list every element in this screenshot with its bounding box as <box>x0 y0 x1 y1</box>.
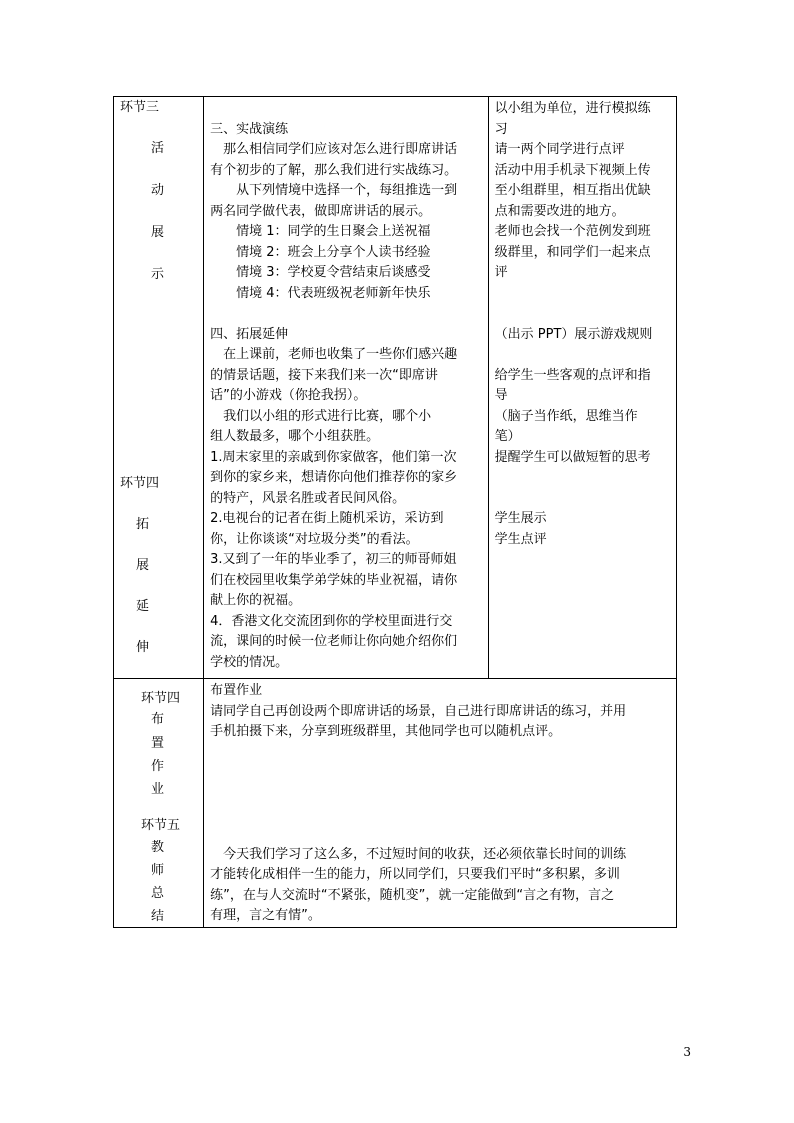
table-row <box>114 97 677 679</box>
homework-stage-label: 环节四 <box>141 691 181 706</box>
content-line: 有个初步的了解，那么我们进行实战练习。 <box>210 162 458 178</box>
topic-line: 流，课间的时候一位老师让你向她介绍你们 <box>210 634 458 649</box>
summary-stage-label: 环节五 <box>141 818 181 833</box>
scenario-line: 情境 3：学校夏令营结束后谈感受 <box>210 265 431 280</box>
summary-stage-char: 教 <box>151 840 165 855</box>
stage4-char: 拓 <box>136 517 150 532</box>
homework-title: 布置作业 <box>210 683 263 698</box>
note-line <box>495 304 676 325</box>
content-line: 两名同学做代表，做即席讲话的展示。 <box>210 203 432 219</box>
homework-summary-cell <box>204 679 677 928</box>
content-line: 的情景话题，接下来我们来一次“即席讲 <box>210 367 438 383</box>
topic-line: 4．香港文化交流团到你的学校里面进行交 <box>210 613 453 629</box>
homework-stage-char: 作 <box>151 759 165 774</box>
stage3-char: 展 <box>151 225 165 240</box>
note-line: 笔） <box>494 429 521 444</box>
note-line: 老师也会找一个范例发到班 <box>494 224 651 239</box>
stage4-char: 延 <box>136 599 150 614</box>
note-line <box>495 284 676 305</box>
note-line: （出示 PPT）展示游戏规则 <box>494 326 653 342</box>
topic-line: 3.又到了一年的毕业季了，初三的师哥师姐 <box>210 552 457 567</box>
stage4-char: 伸 <box>136 640 150 655</box>
scenario-line: 情境 4：代表班级祝老师新年快乐 <box>210 285 431 301</box>
homework-stage-char: 业 <box>151 782 165 797</box>
activity-content-cell <box>204 97 489 679</box>
note-line: 习 <box>494 121 508 137</box>
homework-stage-char: 置 <box>151 736 165 751</box>
note-line: 活动中用手机录下视频上传 <box>494 162 651 178</box>
summary-line: 练”，在与人交流时“不紧张，随机变”，就一定能做到“言之有物，言之 <box>210 887 615 903</box>
content-line: 从下列情境中选择一个，每组推选一到 <box>210 183 458 198</box>
homework-stage-char: 布 <box>151 712 165 727</box>
summary-line: 才能转化成相伴一生的能力，所以同学们，只要我们平时“多积累，多训 <box>210 867 620 882</box>
teacher-notes-cell <box>488 97 676 679</box>
content-line: 在上课前，老师也收集了一些你们感兴趣 <box>210 347 458 362</box>
note-line: 学生点评 <box>494 531 547 547</box>
summary-line: 今天我们学习了这么多，不过短时间的收获，还必须依靠长时间的训练 <box>210 846 627 862</box>
content-line <box>210 99 488 120</box>
note-line: 至小组群里，相互指出优缺 <box>494 183 651 198</box>
stage3-char: 活 <box>151 141 165 156</box>
summary-stage-char: 总 <box>151 886 165 901</box>
lesson-plan-table <box>113 96 677 928</box>
note-line: 给学生一些客观的点评和指 <box>494 367 651 383</box>
topic-line: 学校的情况。 <box>210 654 289 670</box>
section-heading: 四、拓展延伸 <box>210 326 289 342</box>
scenario-line: 情境 1：同学的生日聚会上送祝福 <box>210 224 431 239</box>
topic-line: 献上你的祝福。 <box>210 593 302 608</box>
stage3-label: 环节三 <box>120 100 160 115</box>
note-line: 请一两个同学进行点评 <box>494 142 625 157</box>
content-line <box>210 304 488 325</box>
content-line: 话”的小游戏（你抢我拐）。 <box>210 388 367 403</box>
scenario-line: 情境 2：班会上分享个人读书经验 <box>210 244 431 260</box>
stage3-char: 动 <box>151 183 165 198</box>
topic-line: 1.周末家里的亲戚到你家做客，他们第一次 <box>210 449 457 465</box>
topic-line: 的特产，风景名胜或者民间风俗。 <box>210 490 406 506</box>
topic-line: 你，让你谈谈“对垃圾分类”的看法。 <box>210 531 419 547</box>
topic-line: 到你的家乡来，想请你向他们推荐你的家乡 <box>210 470 458 485</box>
content-line: 组人数最多，哪个小组获胜。 <box>210 429 380 444</box>
note-line: 导 <box>494 388 508 403</box>
homework-line: 请同学自己再创设两个即席讲话的场景，自己进行即席讲话的练习，并用 <box>210 703 627 719</box>
page-number: 3 <box>683 1045 691 1059</box>
summary-stage-char: 师 <box>151 863 165 878</box>
stage4-label: 环节四 <box>120 476 160 491</box>
note-line <box>495 345 676 366</box>
note-line <box>495 489 676 510</box>
content-line: 我们以小组的形式进行比赛，哪个小 <box>210 408 432 424</box>
table-row <box>114 679 677 928</box>
note-line: 以小组为单位，进行模拟练 <box>494 101 651 116</box>
stage-column-cell <box>114 679 204 928</box>
note-line: 评 <box>494 265 508 280</box>
stage-column-cell <box>114 97 204 679</box>
stage4-char: 展 <box>136 558 150 573</box>
homework-line: 手机拍摄下来，分享到班级群里，其他同学也可以随机点评。 <box>210 724 562 739</box>
note-line <box>495 468 676 489</box>
content-line: 那么相信同学们应该对怎么进行即席讲话 <box>210 142 458 157</box>
note-line: 点和需要改进的地方。 <box>494 203 625 219</box>
topic-line: 们在校园里收集学弟学妹的毕业祝福，请你 <box>210 572 458 588</box>
stage3-char: 示 <box>151 267 165 282</box>
summary-line: 有理，言之有情”。 <box>210 908 321 923</box>
note-line: （脑子当作纸，思维当作 <box>494 408 638 424</box>
note-line: 学生展示 <box>494 511 547 526</box>
note-line: 级群里，和同学们一起来点 <box>494 244 651 260</box>
summary-stage-char: 结 <box>151 909 165 924</box>
section-heading: 三、实战演练 <box>210 121 289 137</box>
topic-line: 2.电视台的记者在街上随机采访，采访到 <box>210 511 444 526</box>
note-line: 提醒学生可以做短暂的思考 <box>494 449 651 465</box>
